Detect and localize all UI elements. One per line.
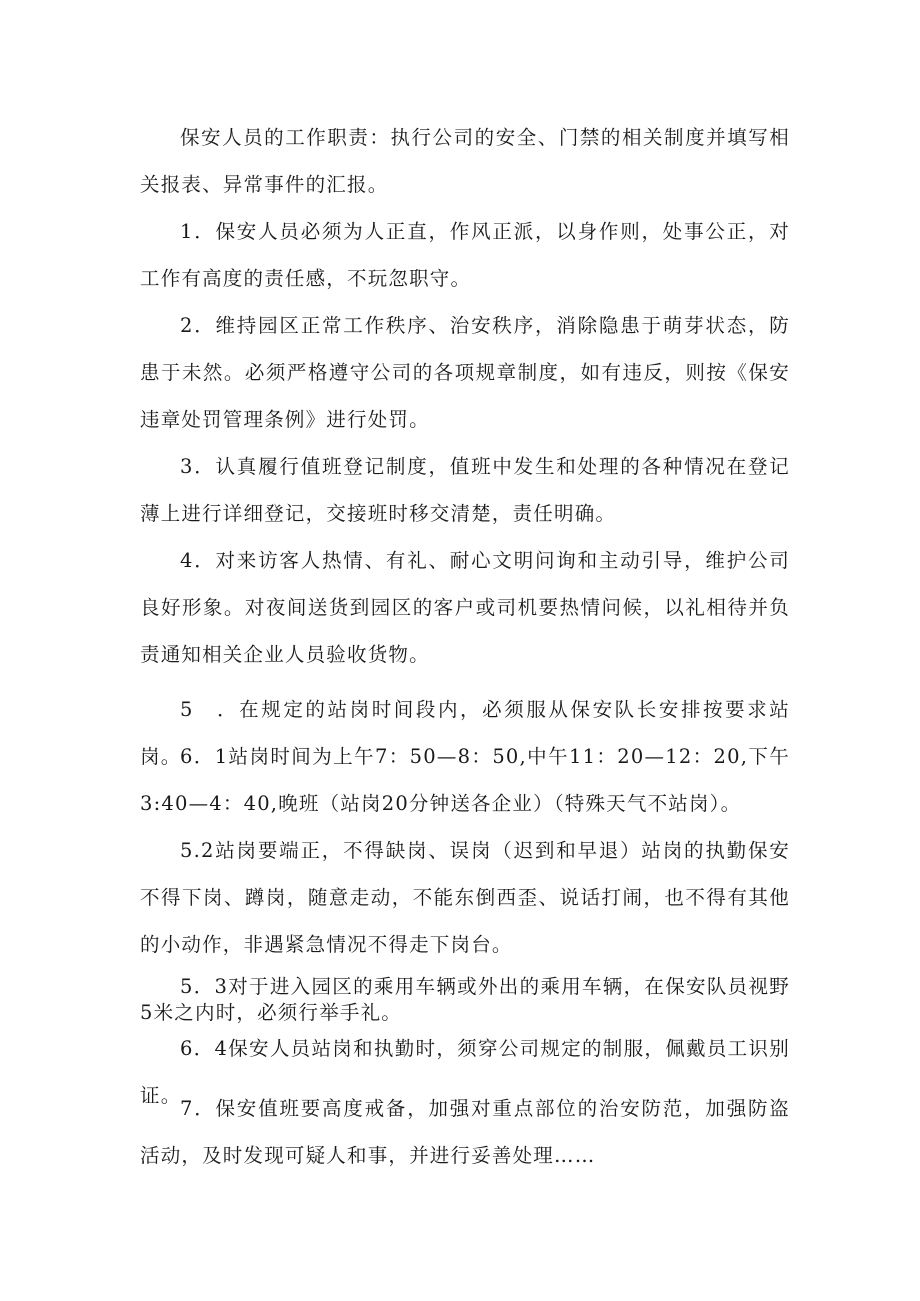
item-paragraph: 2．维持园区正常工作秩序、治安秩序，消除隐患于萌芽状态，防患于未然。必须严格遵守公司的各项规章制度，如有违反，则按《保安违章处罚管理条例》进行处罚。 (140, 314, 790, 431)
item-paragraph: 3．认真履行值班登记制度，值班中发生和处理的各种情况在登记薄上进行详细登记，交接班时移交清楚，责任明确。 (140, 455, 790, 525)
item-paragraph: 6．1站岗时间为上午7：50—8：50,中午11：20—12：20,下午3:40—4：40,晚班（站岗20分钟送各企业）（特殊天气不站岗）。 (140, 745, 790, 815)
item-paragraph: 5 ．在规定的站岗时间段内，必须服从保安队长安排按要求站岗。 (140, 698, 790, 768)
item-paragraph: 1．保安人员必须为人正直，作风正派，以身作则，处事公正，对工作有高度的责任感，不玩忽职守。 (140, 220, 790, 290)
item-paragraph: 7．保安值班要高度戒备，加强对重点部位的治安防范，加强防盗活动，及时发现可疑人和事，并进行妥善处理…… (140, 1097, 790, 1167)
item-paragraph: 6．4保安人员站岗和执勤时，须穿公司规定的制服，佩戴员工识别证。 (140, 1037, 790, 1107)
item-paragraph: 4．对来访客人热情、有礼、耐心文明问询和主动引导，维护公司良好形象。对夜间送货到园区的客户或司机要热情问候，以礼相待并负责通知相关企业人员验收货物。 (140, 549, 790, 666)
item-paragraph: 5.2站岗要端正，不得缺岗、误岗（迟到和早退）站岗的执勤保安不得下岗、蹲岗，随意走动，不能东倒西歪、说话打闹，也不得有其他的小动作，非遇紧急情况不得走下岗台。 (140, 839, 790, 956)
item-paragraph: 5．3对于进入园区的乘用车辆或外出的乘用车辆，在保安队员视野5米之内时，必须行举手礼。 (140, 975, 790, 1024)
intro-paragraph: 保安人员的工作职责：执行公司的安全、门禁的相关制度并填写相关报表、异常事件的汇报。 (140, 126, 790, 196)
